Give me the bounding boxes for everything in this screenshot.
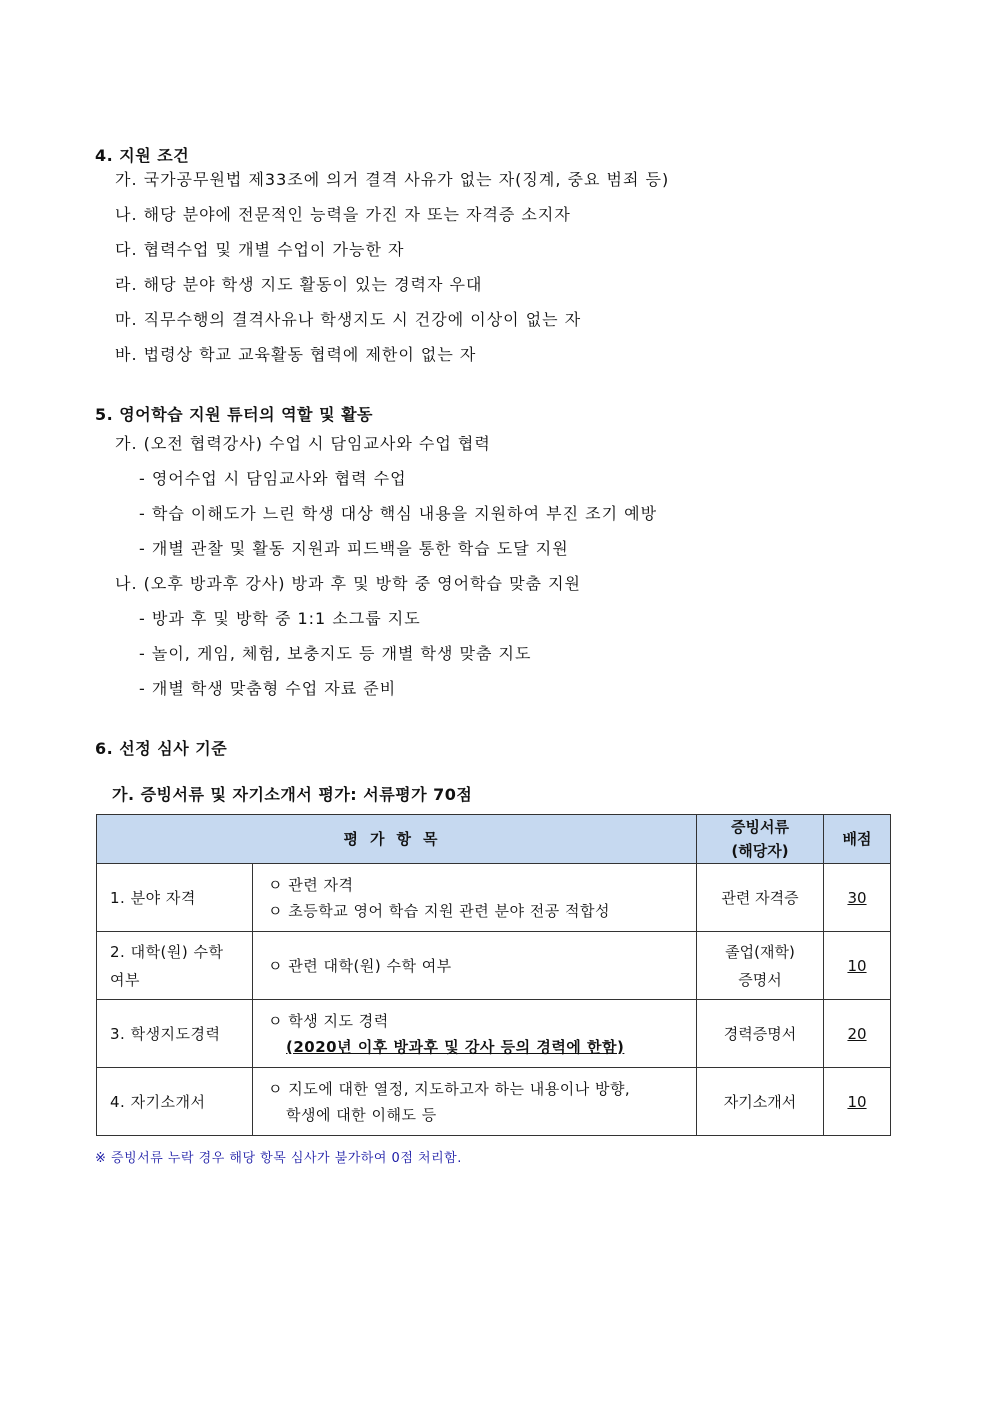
section-4-title: 4. 지원 조건 — [95, 146, 190, 165]
content-line: ㅇ 지도에 대한 열정, 지도하고자 하는 내용이나 방향, — [268, 1079, 631, 1098]
row-score: 10 — [824, 932, 891, 1000]
header-evaluation-item: 평가항목 — [97, 815, 697, 864]
table-row — [97, 864, 891, 932]
condition-item: 바. 법령상 학교 교육활동 협력에 제한이 없는 자 — [115, 345, 477, 364]
header-score: 배점 — [824, 815, 891, 864]
table-header-row — [97, 815, 891, 864]
content-line: 학생에 대한 이해도 등 — [286, 1105, 437, 1124]
content-line: ㅇ 관련 대학(원) 수학 여부 — [268, 956, 452, 975]
role-b-heading: 나. (오후 방과후 강사) 방과 후 및 방학 중 영어학습 맞춤 지원 — [115, 574, 582, 593]
row-score: 30 — [824, 864, 891, 932]
table-row — [97, 1068, 891, 1136]
role-b-item: - 놀이, 게임, 체험, 보충지도 등 개별 학생 맞춤 지도 — [139, 644, 532, 663]
row-evidence: 관련 자격증 — [697, 864, 824, 932]
condition-item: 마. 직무수행의 결격사유나 학생지도 시 건강에 이상이 없는 자 — [115, 310, 582, 329]
row-content — [253, 1068, 697, 1136]
content-line: ㅇ 관련 자격 — [268, 875, 354, 894]
role-a-heading: 가. (오전 협력강사) 수업 시 담임교사와 수업 협력 — [115, 434, 491, 453]
row-item: 4. 자기소개서 — [97, 1068, 253, 1136]
condition-item: 다. 협력수업 및 개별 수업이 가능한 자 — [115, 240, 405, 259]
role-a-item: - 영어수업 시 담임교사와 협력 수업 — [139, 469, 407, 488]
header-evidence-line1: 증빙서류 — [731, 818, 789, 836]
table-row — [97, 1000, 891, 1068]
row-score: 10 — [824, 1068, 891, 1136]
section-6-title: 6. 선정 심사 기준 — [95, 739, 228, 758]
condition-item: 가. 국가공무원법 제33조에 의거 결격 사유가 없는 자(징계, 중요 범죄 등) — [115, 170, 670, 189]
content-line-emphasis: (2020년 이후 방과후 및 강사 등의 경력에 한함) — [286, 1037, 625, 1056]
role-b-item: - 방과 후 및 방학 중 1:1 소그룹 지도 — [139, 609, 421, 628]
evidence-line: 증명서 — [738, 970, 782, 989]
role-b-item: - 개별 학생 맞춤형 수업 자료 준비 — [139, 679, 397, 698]
table-row — [97, 932, 891, 1000]
row-evidence: 자기소개서 — [697, 1068, 824, 1136]
role-a-item: - 학습 이해도가 느린 학생 대상 핵심 내용을 지원하여 부진 조기 예방 — [139, 504, 658, 523]
row-item: 1. 분야 자격 — [97, 864, 253, 932]
condition-item: 라. 해당 분야 학생 지도 활동이 있는 경력자 우대 — [115, 275, 483, 294]
row-evidence — [697, 932, 824, 1000]
content-line: ㅇ 학생 지도 경력 — [268, 1011, 389, 1030]
section-5-title: 5. 영어학습 지원 튜터의 역할 및 활동 — [95, 405, 374, 424]
row-item — [97, 932, 253, 1000]
role-a-item: - 개별 관찰 및 활동 지원과 피드백을 통한 학습 도달 지원 — [139, 539, 569, 558]
row-evidence: 경력증명서 — [697, 1000, 824, 1068]
condition-item: 나. 해당 분야에 전문적인 능력을 가진 자 또는 자격증 소지자 — [115, 205, 571, 224]
item-line: 여부 — [110, 970, 140, 989]
row-score: 20 — [824, 1000, 891, 1068]
item-line: 2. 대학(원) 수학 — [110, 942, 224, 961]
header-evidence — [697, 815, 824, 864]
evaluation-table — [96, 814, 891, 1136]
row-content — [253, 932, 697, 1000]
evaluation-subtitle: 가. 증빙서류 및 자기소개서 평가: 서류평가 70점 — [112, 785, 473, 804]
row-content — [253, 1000, 697, 1068]
header-evidence-line2: (해당자) — [731, 842, 789, 860]
row-content — [253, 864, 697, 932]
table-footnote: ※ 증빙서류 누락 경우 해당 항목 심사가 불가하여 0점 처리함. — [95, 1151, 462, 1166]
row-item: 3. 학생지도경력 — [97, 1000, 253, 1068]
evidence-line: 졸업(재학) — [725, 942, 795, 961]
content-line: ㅇ 초등학교 영어 학습 지원 관련 분야 전공 적합성 — [268, 901, 610, 920]
